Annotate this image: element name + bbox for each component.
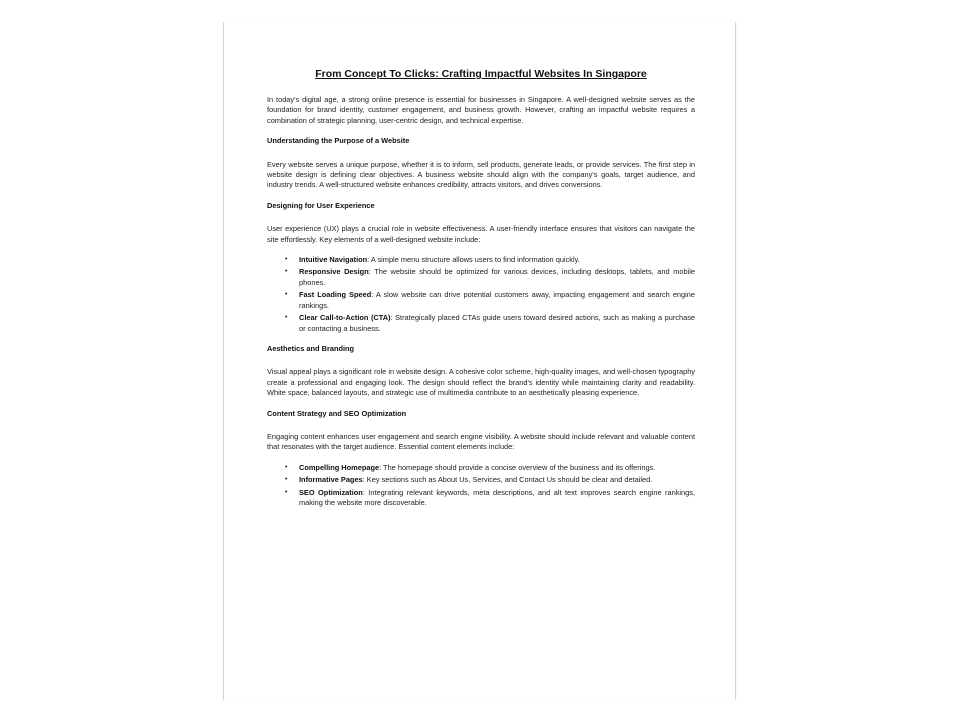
bullet-text: : A simple menu structure allows users to find information quickly. <box>367 255 580 265</box>
section-heading-content-seo: Content Strategy and SEO Optimization <box>267 408 407 418</box>
list-item <box>285 313 696 334</box>
bullet-icon: • <box>285 488 288 496</box>
list-item <box>285 475 695 485</box>
bullet-term: Clear Call-to-Action (CTA) <box>299 313 391 323</box>
list-item <box>285 290 696 311</box>
bullet-term: Informative Pages <box>299 475 363 485</box>
bullet-text: : Strategically placed CTAs guide users toward desired actions, such as making a purchase or contacting a business. <box>299 313 696 333</box>
document-body <box>267 67 695 518</box>
section-paragraph-ux: User experience (UX) plays a crucial role in website effectiveness. A user-friendly interface ensures that visitors can navigate the site effortlessly. Key elements of a well-designed website include: <box>267 224 695 244</box>
bullet-term: Fast Loading Speed <box>299 290 372 300</box>
list-item <box>285 267 695 288</box>
list-item <box>285 255 695 265</box>
section-heading-purpose: Understanding the Purpose of a Website <box>267 136 410 146</box>
bullet-term: Intuitive Navigation <box>299 255 368 265</box>
bullet-icon: • <box>285 314 288 322</box>
bullet-icon: • <box>285 463 288 471</box>
section-heading-aesthetics: Aesthetics and Branding <box>267 343 355 353</box>
bullet-text: : A slow website can drive potential customers away, impacting engagement and search engine rankings. <box>299 290 696 310</box>
bullet-term: Compelling Homepage <box>299 462 380 472</box>
section-paragraph-content-seo: Engaging content enhances user engagement and search engine visibility. A website should include relevant and valuable content that resonates with the target audience. Essential content elements include: <box>267 431 695 452</box>
bullet-text: : Integrating relevant keywords, meta descriptions, and alt text improves search engine rankings, making the website more discoverable. <box>299 487 695 507</box>
list-item <box>285 462 695 473</box>
bullet-list-content <box>267 463 695 509</box>
intro-paragraph: In today's digital age, a strong online presence is essential for businesses in Singapore. A well-designed website serves as the foundation for brand identity, customer engagement, and business growth. However, crafting an impactful website requires a combination of strategic planning, user-centric design, and technical expertise. <box>267 95 695 125</box>
bullet-list-ux <box>267 255 695 334</box>
bullet-text: : The homepage should provide a concise overview of the business and its offerings. <box>379 462 656 472</box>
bullet-icon: • <box>285 256 288 264</box>
bullet-icon: • <box>285 476 288 484</box>
bullet-term: Responsive Design <box>299 267 369 277</box>
document-title: From Concept To Clicks: Crafting Impactful Websites In Singapore <box>315 68 647 80</box>
list-item <box>285 487 695 509</box>
bullet-text: : The website should be optimized for various devices, including desktops, tablets, and mobile phones. <box>299 267 695 287</box>
section-heading-ux: Designing for User Experience <box>267 200 375 210</box>
bullet-icon: • <box>285 291 288 299</box>
document-page <box>223 22 736 700</box>
bullet-icon: • <box>285 268 288 276</box>
bullet-text: : Key sections such as About Us, Services, and Contact Us should be clear and detailed. <box>362 475 653 485</box>
section-paragraph-aesthetics: Visual appeal plays a significant role in website design. A cohesive color scheme, high-quality images, and well-chosen typography create a professional and engaging look. The design should reflect the brand's identity while maintaining clarity and readability. White space, balanced layouts, and strategic use of multimedia contribute to an aesthetically pleasing experience. <box>267 367 695 398</box>
bullet-term: SEO Optimization <box>299 487 363 497</box>
section-paragraph-purpose: Every website serves a unique purpose, whether it is to inform, sell products, generate leads, or provide services. The first step in website design is defining clear objectives. A business website should align with the company's goals, target audience, and industry trends. A well-structured website enhances credibility, attracts visitors, and drives conversions. <box>267 159 695 190</box>
